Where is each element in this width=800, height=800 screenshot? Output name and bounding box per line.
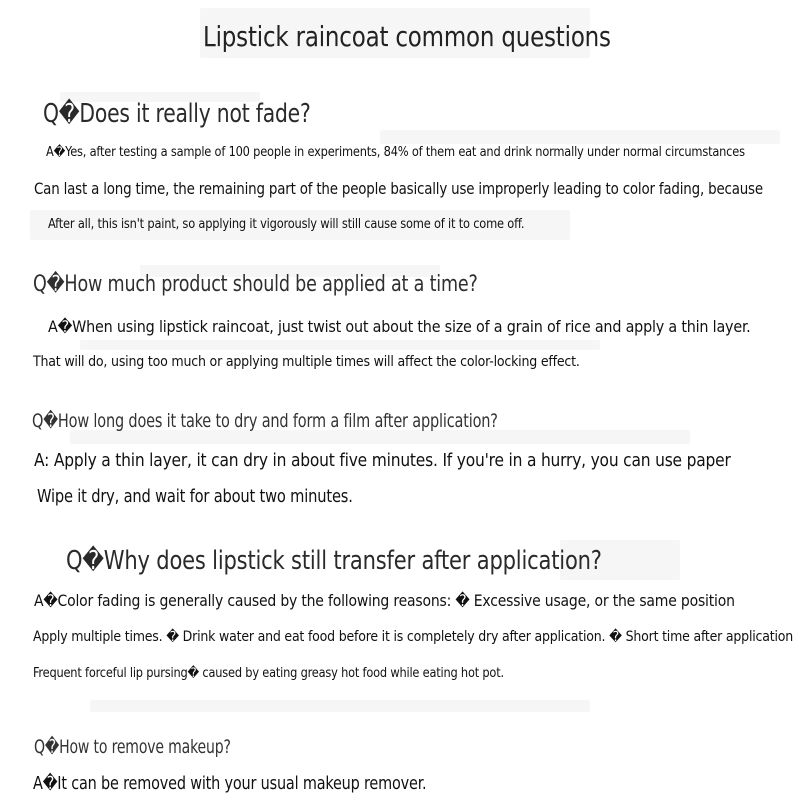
background-watermark <box>70 430 690 444</box>
faq-answer-line: Wipe it dry, and wait for about two minutes. <box>37 486 353 507</box>
faq-answer-line: A�When using lipstick raincoat, just twist out about the size of a grain of rice and apply a thin layer. <box>48 317 751 336</box>
background-watermark <box>90 700 590 712</box>
background-watermark <box>80 340 600 350</box>
faq-answer-line: Can last a long time, the remaining part of the people basically use improperly leading to color fading, because <box>34 179 763 198</box>
faq-answer-line: After all, this isn't paint, so applying it vigorously will still cause some of it to come off. <box>48 217 525 232</box>
faq-answer-line: A�Color fading is generally caused by the following reasons: � Excessive usage, or the same position <box>34 591 735 610</box>
faq-question: Q�Why does lipstick still transfer after application? <box>66 546 602 576</box>
page-title: Lipstick raincoat common questions <box>203 20 611 53</box>
faq-question: Q�How much product should be applied at a time? <box>33 272 478 297</box>
faq-question: Q�How to remove makeup? <box>34 736 231 758</box>
faq-question: Q�How long does it take to dry and form a film after application? <box>32 410 498 432</box>
background-watermark <box>380 130 780 144</box>
faq-answer-line: That will do, using too much or applying multiple times will affect the color-locking effect. <box>33 354 580 370</box>
faq-answer-line: A�It can be removed with your usual makeup remover. <box>33 773 427 794</box>
faq-answer-line: A: Apply a thin layer, it can dry in about five minutes. If you're in a hurry, you can use paper <box>34 450 731 471</box>
faq-question: Q�Does it really not fade? <box>43 99 311 129</box>
faq-answer-line: Frequent forceful lip pursing� caused by eating greasy hot food while eating hot pot. <box>33 666 504 681</box>
faq-answer-line: A�Yes, after testing a sample of 100 people in experiments, 84% of them eat and drink normally under normal circumstances <box>46 145 745 160</box>
faq-answer-line: Apply multiple times. � Drink water and eat food before it is completely dry after application. � Short time after application <box>33 629 793 645</box>
